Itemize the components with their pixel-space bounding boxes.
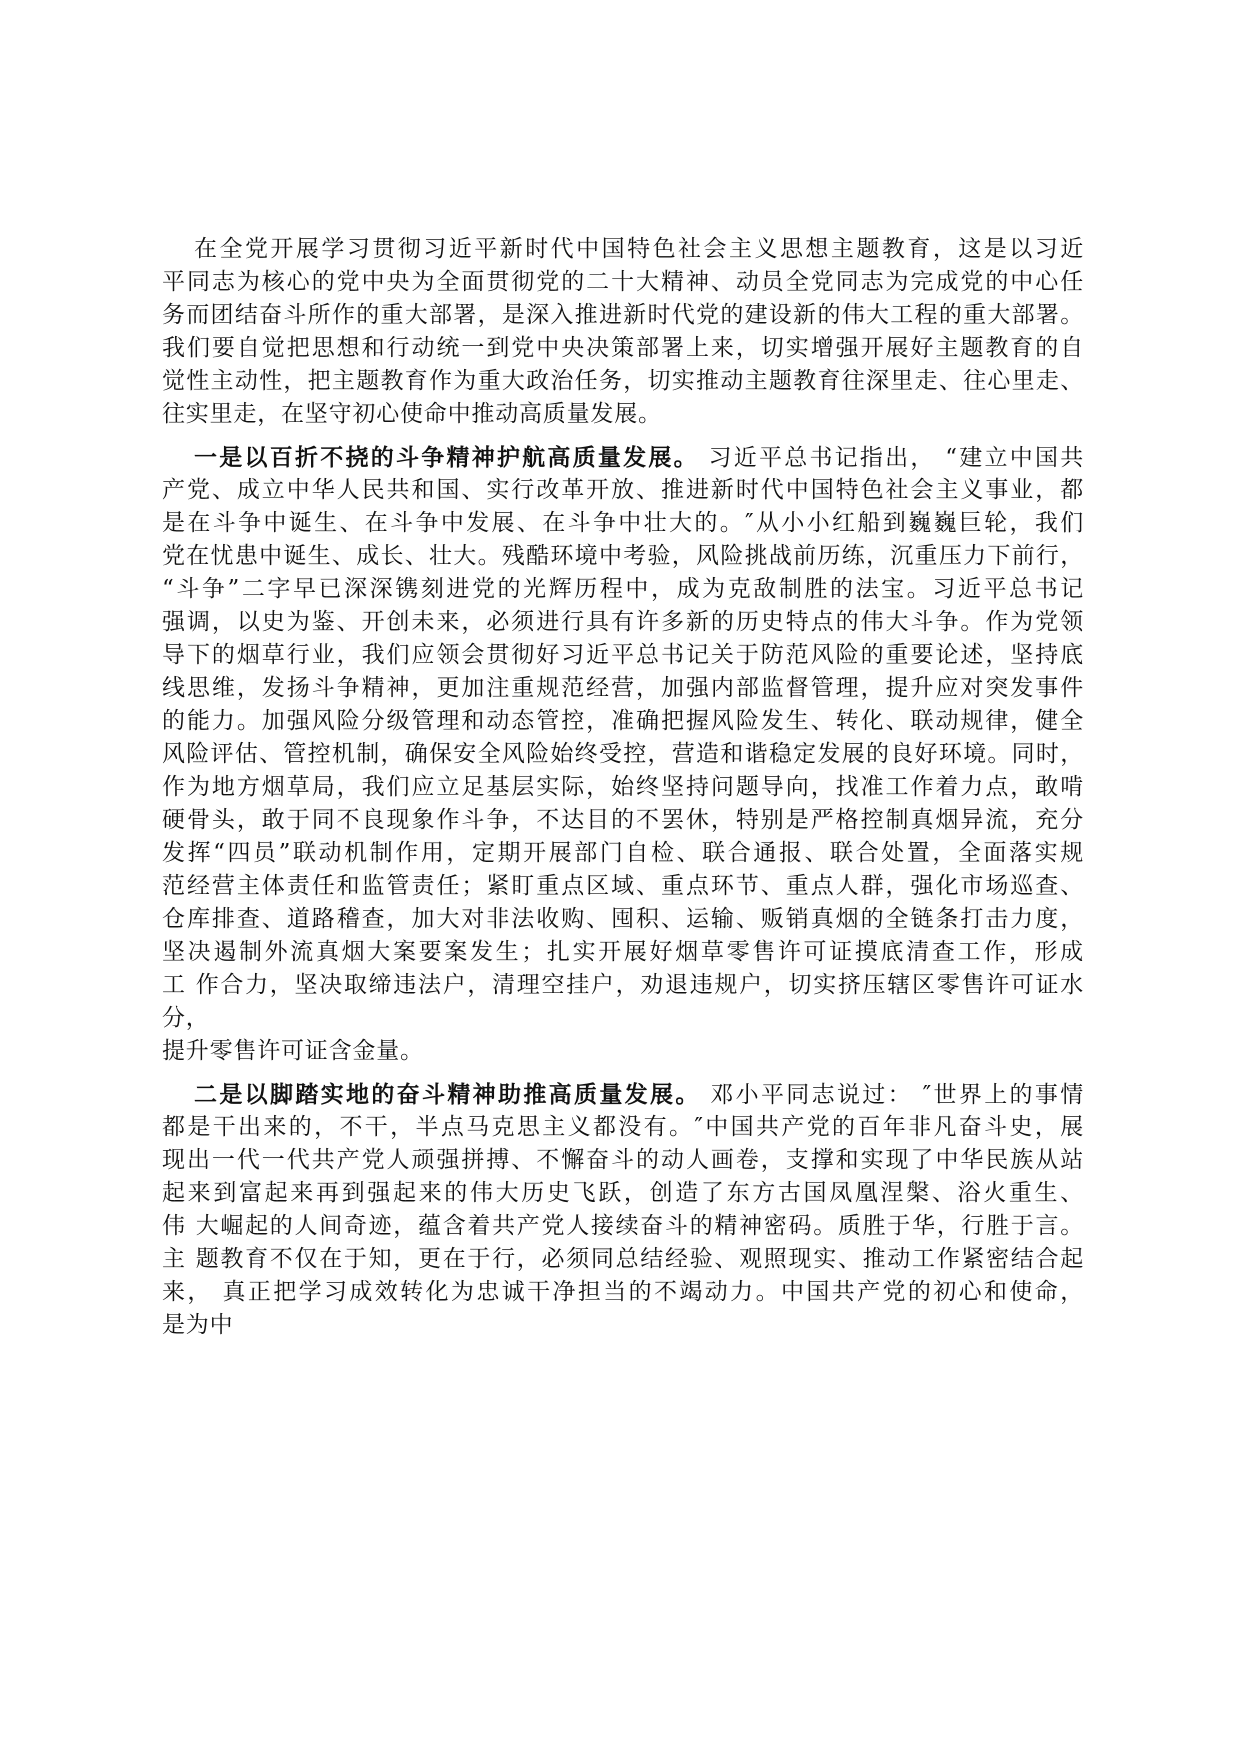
paragraph-line: 觉性主动性，把主题教育作为重大政治任务，切实推动主题教育往深里走、往心里走、 bbox=[162, 368, 1084, 394]
paragraph-line: 是为中 bbox=[162, 1312, 234, 1338]
paragraph-heading-line bbox=[194, 1078, 1084, 1111]
paragraph-line: 提升零售许可证含金量。 bbox=[162, 1038, 424, 1064]
paragraph-line: 起来到富起来再到强起来的伟大历史飞跃，创造了东方古国凤凰涅槃、浴火重生、 bbox=[162, 1180, 1084, 1206]
paragraph-line: 导下的烟草行业，我们应领会贯彻好习近平总书记关于防范风险的重要论述，坚持底 bbox=[162, 642, 1084, 668]
paragraph-line: 坚决遏制外流真烟大案要案发生；扎实开展好烟草零售许可证摸底清查工作，形成 bbox=[162, 939, 1084, 965]
paragraph-line: 主 题教育不仅在于知，更在于行，必须同总结经验、观照现实、推动工作紧密结合起 bbox=[162, 1246, 1084, 1272]
paragraph-line: 是在斗争中诞生、在斗争中发展、在斗争中壮大的。″从小小红船到巍巍巨轮，我们 bbox=[162, 510, 1084, 536]
paragraph-line: 伟 大崛起的人间奇迹，蕴含着共产党人接续奋斗的精神密码。质胜于华，行胜于言。 bbox=[162, 1213, 1084, 1239]
paragraph-line: 来， 真正把学习成效转化为忠诚干净担当的不竭动力。中国共产党的初心和使命， bbox=[162, 1279, 1084, 1305]
paragraph-line: 风险评估、管控机制，确保安全风险始终受控，营造和谐稳定发展的良好环境。同时， bbox=[162, 741, 1084, 767]
paragraph-line: 硬骨头，敢于同不良现象作斗争，不达目的不罢休，特别是严格控制真烟异流，充分 bbox=[162, 807, 1084, 833]
paragraph-line: 我们要自觉把思想和行动统一到党中央决策部署上来，切实增强开展好主题教育的自 bbox=[162, 335, 1084, 361]
paragraph-line: “斗争”二字早已深深镌刻进党的光辉历程中，成为克敌制胜的法宝。习近平总书记 bbox=[162, 576, 1084, 602]
paragraph-line: 往实里走，在坚守初心使命中推动高质量发展。 bbox=[162, 401, 662, 427]
section-heading-2: 二是以脚踏实地的奋斗精神助推高质量发展。 bbox=[194, 1081, 701, 1108]
paragraph-line: 发挥“四员”联动机制作用，定期开展部门自检、联合通报、联合处置，全面落实规 bbox=[162, 840, 1084, 866]
paragraph-line: 党在忧患中诞生、成长、壮大。残酷环境中考验，风险挑战前历练，沉重压力下前行， bbox=[162, 543, 1084, 569]
paragraph-line: 范经营主体责任和监管责任；紧盯重点区域、重点环节、重点人群，强化市场巡查、 bbox=[162, 873, 1084, 899]
section-heading-2-rest: 邓小平同志说过： ″世界上的事情 bbox=[700, 1082, 1084, 1108]
paragraph-line: 在全党开展学习贯彻习近平新时代中国特色社会主义思想主题教育，这是以习近 bbox=[194, 236, 1084, 262]
paragraph-line: 分， bbox=[162, 1005, 210, 1031]
paragraph-line: 仓库排查、道路稽查，加大对非法收购、囤积、运输、贩销真烟的全链条打击力度， bbox=[162, 906, 1084, 932]
paragraph-line: 线思维，发扬斗争精神，更加注重规范经营，加强内部监督管理，提升应对突发事件 bbox=[162, 675, 1084, 701]
section-heading-1-rest: 习近平总书记指出， “建立中国共 bbox=[698, 445, 1085, 471]
paragraph-line: 强调，以史为鉴、开创未来，必须进行具有许多新的历史特点的伟大斗争。作为党领 bbox=[162, 609, 1084, 635]
paragraph-line: 工 作合力，坚决取缔违法户，清理空挂户，劝退违规户，切实挤压辖区零售许可证水 bbox=[162, 972, 1084, 998]
section-heading-1: 一是以百折不挠的斗争精神护航高质量发展。 bbox=[194, 444, 699, 471]
paragraph-line: 产党、成立中华人民共和国、实行改革开放、推进新时代中国特色社会主义事业，都 bbox=[162, 477, 1084, 503]
paragraph-heading-line bbox=[194, 441, 1084, 474]
paragraph-line: 平同志为核心的党中央为全面贯彻党的二十大精神、动员全党同志为完成党的中心任 bbox=[162, 269, 1084, 295]
paragraph-line: 的能力。加强风险分级管理和动态管控，准确把握风险发生、转化、联动规律，健全 bbox=[162, 708, 1084, 734]
paragraph-line: 现出一代一代共产党人顽强拼搏、不懈奋斗的动人画卷，支撑和实现了中华民族从站 bbox=[162, 1147, 1084, 1173]
paragraph-line: 务而团结奋斗所作的重大部署，是深入推进新时代党的建设新的伟大工程的重大部署。 bbox=[162, 302, 1084, 328]
paragraph-line: 作为地方烟草局，我们应立足基层实际，始终坚持问题导向，找准工作着力点，敢啃 bbox=[162, 774, 1084, 800]
paragraph-line: 都是干出来的，不干，半点马克思主义都没有。″中国共产党的百年非凡奋斗史，展 bbox=[162, 1114, 1084, 1140]
